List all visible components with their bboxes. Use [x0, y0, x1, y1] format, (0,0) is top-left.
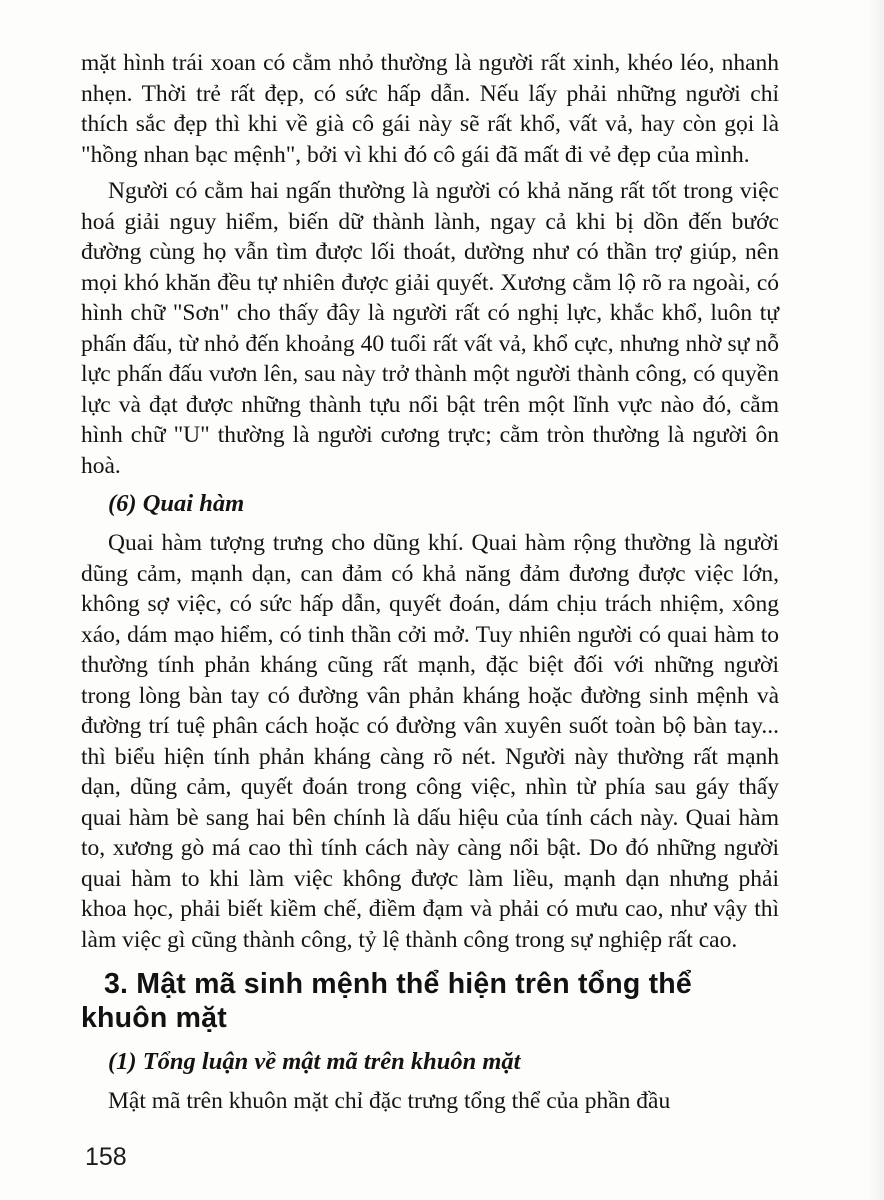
- page-edge-shadow: [868, 0, 884, 1200]
- subsection-heading-quai-ham: (6) Quai hàm: [108, 490, 245, 517]
- subsection-heading-tong-luan: (1) Tổng luận về mật mã trên khuôn mặt: [108, 1048, 521, 1075]
- paragraph-chin-continuation: mặt hình trái xoan có cằm nhỏ thường là người rất xinh, khéo léo, nhanh nhẹn. Thời trẻ rất đẹp, có sức hấp dẫn. Nếu lấy phải những người chỉ thích sắc đẹp thì khi về già cô gái này sẽ rất khổ, vất vả, hay còn gọi là "hồng nhan bạc mệnh", bởi vì khi đó cô gái đã mất đi vẻ đẹp của mình.: [81, 50, 779, 168]
- page-number: 158: [85, 1143, 127, 1171]
- paragraph-quai-ham: Quai hàm tượng trưng cho dũng khí. Quai hàm rộng thường là người dũng cảm, mạnh dạn, can đảm có khả năng đảm đương được việc lớn, không sợ việc, có sức hấp dẫn, quyết đoán, dám chịu trách nhiệm, xông xáo, dám mạo hiểm, có tinh thần cởi mở. Tuy nhiên người có quai hàm to thường tính phản kháng cũng rất mạnh, đặc biệt đối với những người trong lòng bàn tay có đường vân phản kháng hoặc đường sinh mệnh và đường trí tuệ phân cách hoặc có đường vân xuyên suốt toàn bộ bàn tay... thì biểu hiện tính phản kháng càng rõ nét. Người này thường rất mạnh dạn, dũng cảm, quyết đoán trong công việc, nhìn từ phía sau gáy thấy quai hàm bè sang hai bên chính là dấu hiệu của tính cách này. Quai hàm to, xương gò má cao thì tính cách này càng nổi bật. Do đó những người quai hàm to khi làm việc không được làm liều, mạnh dạn nhưng phải khoa học, phải biết kiềm chế, điềm đạm và phải có mưu cao, như vậy thì làm việc gì cũng thành công, tỷ lệ thành công trong sự nghiệp rất cao.: [81, 530, 779, 953]
- page-text-block: [81, 48, 779, 1123]
- paragraph-chin-two-folds: Người có cằm hai ngấn thường là người có khả năng rất tốt trong việc hoá giải nguy hiểm, biến dữ thành lành, ngay cả khi bị dồn đến bước đường cùng họ vẫn tìm được lối thoát, dường như có thần trợ giúp, nên mọi khó khăn đều tự nhiên được giải quyết. Xương cằm lộ rõ ra ngoài, có hình chữ "Sơn" cho thấy đây là người rất có nghị lực, khắc khổ, luôn tự phấn đấu, từ nhỏ đến khoảng 40 tuổi rất vất vả, khổ cực, nhưng nhờ sự nỗ lực phấn đấu vươn lên, sau này trở thành một người thành công, có quyền lực và đạt được những thành tựu nổi bật trên một lĩnh vực nào đó, cằm hình chữ "U" thường là người cương trực; cằm tròn thường là người ôn hoà.: [81, 178, 779, 479]
- section-heading-mat-ma-sinh-menh: 3. Mật mã sinh mệnh thể hiện trên tổng thể khuôn mặt: [81, 968, 692, 1034]
- paragraph-mat-ma-intro: Mật mã trên khuôn mặt chỉ đặc trưng tổng thể của phần đầu: [108, 1088, 671, 1114]
